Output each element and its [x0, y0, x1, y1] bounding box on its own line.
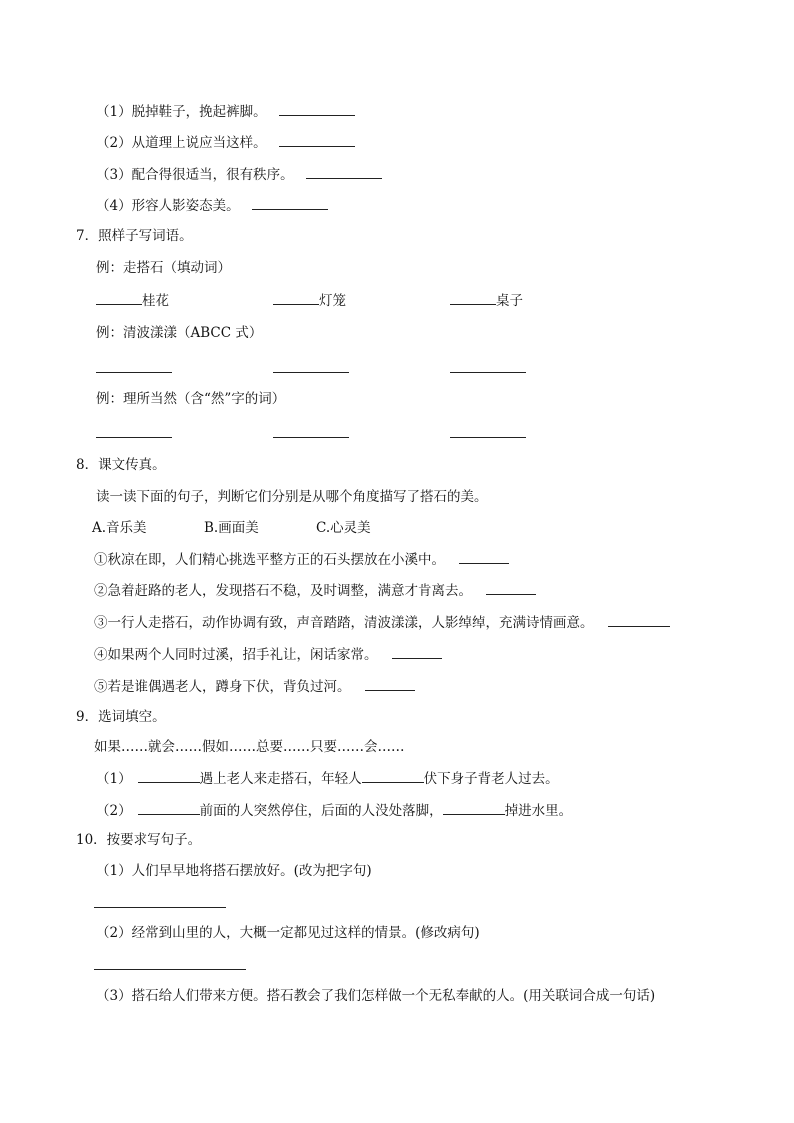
- q8-item-text: ②急着赶路的老人，发现搭石不稳，及时调整，满意才肯离去。: [94, 583, 472, 599]
- q7-title: 7．照样子写词语。: [76, 228, 193, 244]
- q8-item-5: [94, 676, 415, 696]
- answer-blank[interactable]: [96, 290, 142, 305]
- q6-item-text: 形容人影姿态美。: [131, 198, 240, 214]
- q10-item-1: （1）人们早早地将搭石摆放好。(改为把字句): [96, 863, 372, 879]
- answer-blank[interactable]: [608, 612, 670, 627]
- answer-line[interactable]: [96, 437, 172, 438]
- answer-blank[interactable]: [252, 195, 328, 210]
- q8-title: 8．课文传真。: [76, 457, 166, 473]
- q7-example-1: 例：走搭石（填动词）: [96, 260, 231, 276]
- answer-blank[interactable]: [279, 101, 355, 116]
- answer-blank[interactable]: [365, 676, 415, 691]
- answer-line[interactable]: [273, 437, 349, 438]
- q6-item-3: [96, 164, 382, 184]
- q7-word-row: [273, 290, 346, 310]
- q8-item-text: ①秋凉在即，人们精心挑选平整方正的石头摆放在小溪中。: [94, 552, 445, 568]
- q10-item-3: （3）搭石给人们带来方便。搭石教会了我们怎样做一个无私奉献的人。(用关联词合成一句话): [96, 988, 656, 1004]
- q6-item-2: [96, 132, 355, 152]
- q6-item-4: [96, 195, 328, 215]
- q9-item-text-b: 掉进水里。: [504, 803, 573, 819]
- answer-line[interactable]: [96, 372, 172, 373]
- q6-item-num: （1）: [96, 104, 132, 120]
- q10-item-2: （2）经常到山里的人，大概一定都见过这样的情景。(修改病句): [96, 925, 480, 941]
- answer-blank[interactable]: [392, 644, 442, 659]
- q9-item-num: （2）: [96, 803, 132, 819]
- q8-instruction: 读一读下面的句子，判断它们分别是从哪个角度描写了搭石的美。: [96, 489, 488, 505]
- answer-blank[interactable]: [138, 800, 200, 815]
- q6-item-num: （3）: [96, 167, 132, 183]
- q6-item-text: 配合得很适当，很有秩序。: [131, 167, 294, 183]
- answer-blank[interactable]: [486, 580, 536, 595]
- q9-item-text-a: 前面的人突然停住，后面的人没处落脚，: [199, 803, 443, 819]
- q6-item-text: 脱掉鞋子，挽起裤脚。: [131, 104, 267, 120]
- q7-word: 灯笼: [319, 293, 346, 309]
- q8-item-1: [94, 549, 509, 569]
- q6-item-num: （4）: [96, 198, 132, 214]
- answer-blank[interactable]: [450, 290, 496, 305]
- q7-word: 桂花: [142, 293, 169, 309]
- answer-blank[interactable]: [443, 800, 505, 815]
- answer-line[interactable]: [94, 969, 246, 970]
- answer-blank[interactable]: [362, 768, 424, 783]
- answer-blank[interactable]: [306, 164, 382, 179]
- q9-item-text-a: 遇上老人来走搭石，年轻人: [199, 771, 362, 787]
- q9-item-text-b: 伏下身子背老人过去。: [423, 771, 559, 787]
- q7-example-3: 例：理所当然（含“然”字的词）: [96, 391, 286, 407]
- q10-title: 10．按要求写句子。: [76, 832, 202, 848]
- answer-blank[interactable]: [279, 132, 355, 147]
- answer-blank[interactable]: [138, 768, 200, 783]
- q8-option-b: B.画面美: [204, 520, 259, 536]
- q8-item-3: [94, 612, 670, 632]
- answer-line[interactable]: [273, 372, 349, 373]
- answer-line[interactable]: [450, 437, 526, 438]
- q8-item-2: [94, 580, 536, 600]
- answer-blank[interactable]: [459, 549, 509, 564]
- q9-item-num: （1）: [96, 771, 132, 787]
- answer-blank[interactable]: [273, 290, 319, 305]
- q8-item-text: ④如果两个人同时过溪，招手礼让，闲话家常。: [94, 647, 378, 663]
- q8-item-text: ⑤若是谁偶遇老人，蹲身下伏，背负过河。: [94, 679, 351, 695]
- q7-word-row: [450, 290, 523, 310]
- q8-option-c: C.心灵美: [316, 520, 371, 536]
- q8-item-4: [94, 644, 442, 664]
- q9-item-1: [96, 768, 559, 788]
- q9-word-bank: 如果……就会……假如……总要……只要……会……: [94, 739, 405, 755]
- q6-item-num: （2）: [96, 135, 132, 151]
- q8-option-a: A.音乐美: [92, 520, 147, 536]
- q9-title: 9．选词填空。: [76, 709, 166, 725]
- q7-example-2: 例：清波漾漾（ABCC 式）: [96, 325, 263, 341]
- answer-line[interactable]: [94, 907, 226, 908]
- q8-item-text: ③一行人走搭石，动作协调有致，声音踏踏，清波漾漾，人影绰绰，充满诗情画意。: [94, 615, 594, 631]
- answer-line[interactable]: [450, 372, 526, 373]
- q9-item-2: [96, 800, 572, 820]
- q6-item-1: [96, 101, 355, 121]
- q7-word-row: [96, 290, 169, 310]
- q7-word: 桌子: [496, 293, 523, 309]
- q6-item-text: 从道理上说应当这样。: [131, 135, 267, 151]
